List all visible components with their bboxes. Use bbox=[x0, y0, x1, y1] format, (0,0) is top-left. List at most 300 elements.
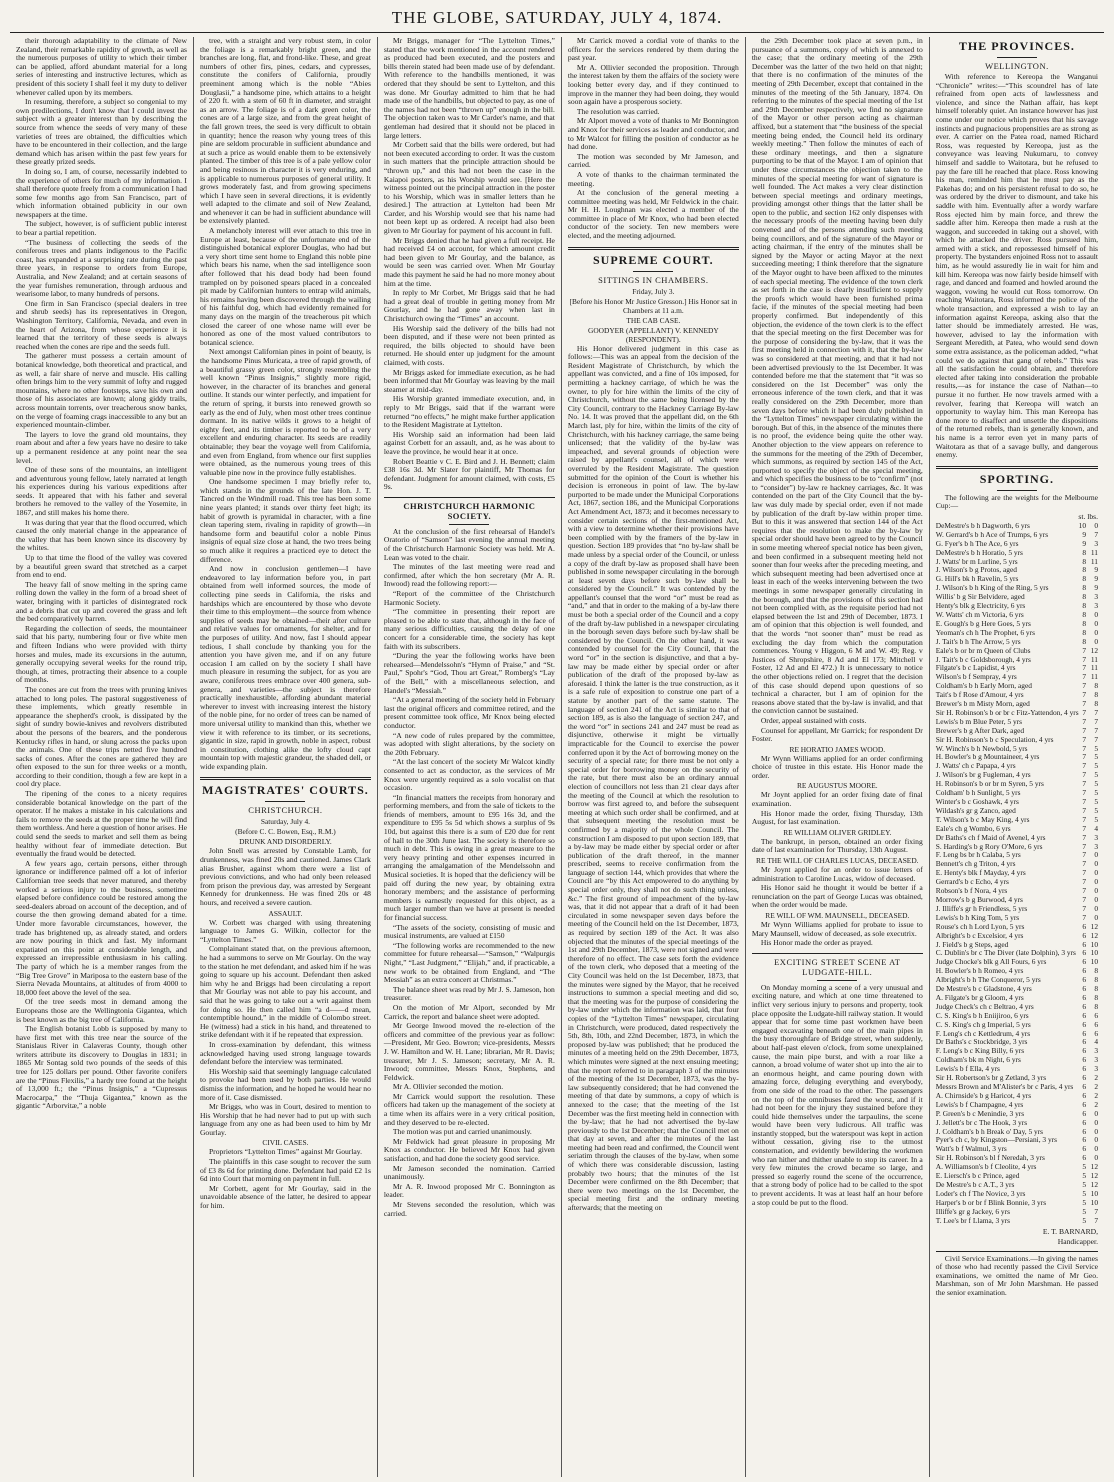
paragraph: “The committee in presenting their report are pleased to be able to state that, although in the face of many serious difficulties, causing the delay of one concert for a considerable time, the society has kept faith with its subscribers. bbox=[383, 607, 555, 651]
weight-pounds: 8 bbox=[1094, 699, 1099, 709]
paragraph: Mr Jameson seconded the nomination. Carried unanimously. bbox=[383, 1163, 555, 1182]
paragraph: His Worship said an information had been laid against Corbett for an assault, and, as he was about to leave the province, he would hear it at once. bbox=[383, 429, 555, 456]
case-title: RE WILL OF WM. MAUNSELL, DECEASED. bbox=[765, 911, 910, 920]
section-divider bbox=[568, 247, 739, 250]
weight-pounds: 9 bbox=[1094, 583, 1099, 593]
horse-name: Sir H. Robertson's br g Zetland, 3 yrs bbox=[935, 1073, 1047, 1083]
weight-stones: 6 bbox=[1082, 1108, 1087, 1118]
horse-name: Albright's b h The Conqueror, 5 yrs bbox=[935, 975, 1041, 985]
weight-stones: 7 bbox=[1082, 903, 1087, 913]
horse-name: C. S. King's ch g Imperial, 5 yrs bbox=[935, 1019, 1031, 1029]
horse-name: E. Liersch's b c Prince, aged bbox=[935, 1171, 1020, 1181]
paragraph: “The following works are recommended to the new committee for future rehearsal—“Samson,” “Walpurgis Night,” “Last Judgment,” “Elijah,” and, if practicable, a new work to be obtained from England, and “The Messiah” as an extra concert at Christmas.” bbox=[383, 940, 555, 985]
paragraph: The motion was seconded by Mr Jameson, and carried. bbox=[567, 151, 739, 170]
horse-name: Sir H. Robinson's b c Speculation, 4 yrs bbox=[935, 734, 1054, 744]
weight-pounds: 4 bbox=[1094, 1037, 1099, 1047]
weight-stones: 7 bbox=[1082, 797, 1087, 806]
paragraph: The minutes of the last meeting were read and confirmed, after which the hon secretary (Mr A. R. Inwood) read the following report:— bbox=[383, 562, 555, 589]
paragraph: tree, with a straight and very robust stem, in color the foliage is a remarkably bright green, and the branches are long, flat, and frond-like. These, and great numbers of other firs, pines, cedars, and cypresses, constitute the conifers of California, proudly preeminent among which is the noble “Abies Douglasii,” a handsome pine, which attains to a height of 220 ft. with a stem of 60 ft in diameter, and straight as an arrow. The foliage is of a dark green color, the cones are of a large size, and from the great height of the fall grown trees, the seed is very difficult to obtain in quantity; hence the reason why young trees of this pine are seldom procurable in sufficient abundance and at such a price as would enable them to be extensively planted. The timber of this tree is of a pale yellow color and being resinous in character it is very enduring, and is applicable to numerous purposes of general utility. It grows moderately fast, and from growing specimens which I have seen in several directions, it is evidently well adapted to the climate and soil of New Zealand, and whenever it can be had in sufficient abundance will be extensively planted. bbox=[199, 36, 371, 226]
paragraph: The plaintiffs in this case sought to recover the sum of £3 8s 6d for printing done. Defendant had paid £2 1s 6d into Court that morning on payment in full. bbox=[199, 1157, 371, 1184]
paragraph: At the conclusion of the first rehearsal of Handel's Oratorio of “Samson” last evening the annual meeting of the Christchurch Harmonic Society was held. Mr A. Lean was voted to the chair. bbox=[383, 526, 555, 562]
weight-stones: 7 bbox=[1082, 894, 1087, 904]
paragraph: Up to that time the flood of the valley was covered by a beautiful green sward that stretched as a carpet from end to end. bbox=[16, 553, 187, 580]
wellington-heading: WELLINGTON. bbox=[985, 61, 1049, 71]
case-title: RE WILLIAM OLIVER GRIDLEY. bbox=[783, 827, 892, 837]
paragraph: Mr Briggs asked for immediate execution, as he had been informed that Mr Gourlay was leaving by the mail steamer at mid-day. bbox=[383, 367, 555, 394]
paragraph: Next amongst Californian pines in point of beauty, is the handsome Pinus Muricata, a tree of rapid growth, of a beautiful grassy green color, strongly resembling the well known “Pinus Insignis,” slightly more rigid, however, in the character of its branches and general outline. It stands our winter perfectly, and impatient for the return of spring, it bursts into renewed growth so early as the end of July, when most other trees continue dormant. In its native wilds it grows to a height of eighty feet, and its timber is reported to be of a very excellent and enduring character. Its seeds are readily obtainable; they bear the voyage well from California, and even from England, from whence our first supplies were obtained, as the numerous young trees of this valuable pine now in the province fully establishes. bbox=[199, 347, 371, 477]
column-2 bbox=[194, 37, 378, 1477]
weight-stones: 6 bbox=[1082, 1064, 1087, 1074]
section-divider bbox=[752, 953, 923, 954]
horse-name: G. Fyer's b h The Ace, 6 yrs bbox=[935, 538, 1019, 548]
section-divider bbox=[936, 466, 1098, 469]
weight-stones: 7 bbox=[1082, 841, 1087, 851]
paragraph: Mr Wynn Williams applied for probate to issue to Mary Maunsell, widow of deceased, as sole executrix. bbox=[751, 920, 923, 938]
weight-stones: 7 bbox=[1082, 725, 1087, 735]
weight-stones: 8 bbox=[1082, 609, 1087, 619]
weight-pounds: 7 bbox=[1094, 716, 1099, 726]
horse-name: Wildash's gr g Zanco, aged bbox=[935, 805, 1016, 815]
weight-pounds: 12 bbox=[1090, 930, 1099, 940]
horse-name: Filgate's b c Lapidist, 4 yrs bbox=[935, 663, 1016, 673]
horse-name: Watt's b f Walmul, 3 yrs bbox=[935, 1144, 1007, 1154]
weight-pounds: 10 bbox=[1090, 957, 1099, 967]
paragraph: The heavy fall of snow melting in the spring came rolling down the valley in the form of a broad sheet of water, bringing with it particles of disintegrated rock and a debris that cut up and covered the grass and left the bed comparatively barren. bbox=[16, 579, 187, 624]
weight-stones: 6 bbox=[1082, 992, 1087, 1002]
horse-name: Coldham' b h Sunlight, 5 yrs bbox=[935, 788, 1021, 798]
horse-name: Winter's b c Goshawk, 4 yrs bbox=[935, 797, 1019, 806]
horse-name: J. Wilson's b g Protos, aged bbox=[935, 565, 1017, 575]
weight-pounds: 5 bbox=[1094, 752, 1099, 762]
paragraph: The gatherer must possess a certain amount of botanical knowledge, both theoretical and practical, and as well, a fair share of nerve and muscle. His calling often brings him to the very summit of lofty and rugged mountains, where no other footsteps, save his own and those of his associates are known; along giddy trails, across mountain torrents, over treacherous snow banks, on the verge of foaming crags inaccessible to any but an experienced mountain-climber. bbox=[16, 351, 187, 430]
weight-pounds: 11 bbox=[1090, 663, 1099, 673]
horse-name: Robson's b f Nora, 4 yrs bbox=[935, 886, 1008, 896]
magistrates-heading: MAGISTRATES' COURTS. bbox=[202, 783, 369, 798]
weight-pounds: 3 bbox=[1094, 832, 1099, 842]
weight-pounds: 9 bbox=[1094, 574, 1099, 584]
weight-stones: 5 bbox=[1082, 1171, 1087, 1181]
ludgate-heading: EXCITING STREET SCENE AT LUDGATE-HILL. bbox=[774, 956, 901, 977]
weight-pounds: 0 bbox=[1094, 520, 1099, 530]
weight-stones: 9 bbox=[1082, 538, 1087, 548]
weight-pounds: 3 bbox=[1094, 1064, 1099, 1074]
weight-pounds: 5 bbox=[1094, 814, 1099, 824]
supreme-court-heading: SUPREME COURT. bbox=[592, 252, 714, 267]
subheading: CIVIL CASES. bbox=[262, 1138, 309, 1148]
date-line: Friday, July 3. bbox=[632, 286, 675, 296]
weight-stones: 6 bbox=[1082, 1153, 1087, 1163]
weight-stones: 5 bbox=[1082, 1197, 1087, 1207]
horse-name: H. Robinson's b or br m Syren, 5 yrs bbox=[935, 779, 1044, 789]
horse-name: J. Field's b g Steps, aged bbox=[935, 939, 1009, 949]
weight-pounds: 5 bbox=[1094, 805, 1099, 815]
horse-name: E. Gough's b g Here Goes, 5 yrs bbox=[935, 618, 1031, 628]
paragraph: Mr Carrick would support the resolution. These officers had taken up the management of the society at a time when its affairs were in a very critical position, and they deserved to be re-elected. bbox=[383, 1091, 555, 1127]
horse-name: Lewis's b f Champagne, 4 yrs bbox=[935, 1099, 1024, 1109]
weight-pounds: 0 bbox=[1094, 627, 1099, 637]
weight-pounds: 0 bbox=[1094, 636, 1099, 646]
weight-pounds: 0 bbox=[1094, 850, 1099, 860]
paragraph: The motion was put and carried unanimously. bbox=[392, 1127, 532, 1137]
subheading: DRUNK AND DISORDERLY. bbox=[239, 837, 332, 847]
paragraph: Mr Carrick moved a cordial vote of thanks to the officers for the services rendered by them during the past year. bbox=[567, 36, 739, 63]
horse-name: C. Dublin's br c The Diver (late Dolphin), 3 yrs bbox=[935, 948, 1076, 958]
weight-stones: 7 bbox=[1082, 707, 1087, 717]
paragraph: His Honor made the order as prayed. bbox=[760, 938, 873, 948]
weight-stones: 6 bbox=[1082, 966, 1087, 976]
paragraph: His Worship granted immediate execution, and, in reply to Mr Briggs, said that if the warrant were returned “no effects,” he might make further application to the Resident Magistrate at Lyttelton. bbox=[383, 394, 555, 430]
weight-pounds: 7 bbox=[1094, 529, 1099, 539]
paragraph: The ripening of the cones to a nicety requires considerable botanical knowledge on the part of the operator. If he makes a mistake in his calculations and fails to remove the seeds at the proper time he will find them worthless. And here a question of honor arises. He could send the seeds to market and sell them as being healthy without fear of immediate detection. But eventually the fraud would be detected. bbox=[16, 789, 187, 859]
paragraph: His Honor made the order, fixing Thursday, 13th August, for last examination. bbox=[751, 808, 923, 827]
weight-stones: 5 bbox=[1082, 1215, 1087, 1225]
horse-name: DeMestre's b h Dagworth, 6 yrs bbox=[935, 520, 1030, 530]
horse-name: Harper's b or br f Blink Bonnie, 3 yrs bbox=[935, 1197, 1047, 1207]
paragraph: “In financial matters the receipts from honorary and performing members, and from the sale of tickets to the friends of members, amount to £95 16s 3d, and the expenditure to £95 5s 5d which shows a surplus of 9s 10d, but against this there is a sum of £20 due for rent of hall to the 30th June last. The society is therefore so much in debt. This is owing in a great measure to the very heavy printing and other expenses incurred in arranging the amalgamation of the Mendelssohn and Musical societies. It is hoped that the deficiency will be paid off during the new year, by obtaining extra honorary members; and the assistance of performing members is earnestly requested for this object, as a much larger number than we have at present is needed for financial success. bbox=[383, 792, 555, 922]
weight-pounds: 0 bbox=[1094, 1108, 1099, 1118]
horse-name: C. S. King's b h Eniijiroo, 6 yrs bbox=[935, 1010, 1029, 1020]
weight-pounds: 8 bbox=[1094, 975, 1099, 985]
paragraph: Counsel for appellant, Mr Garrick; for respondent Dr Foster. bbox=[751, 725, 923, 744]
weight-stones: 7 bbox=[1082, 850, 1087, 860]
horse-name: Dr Baths's c Stockbridge, 3 yrs bbox=[935, 1037, 1028, 1047]
paragraph: With reference to Kereopa the Wanganui “Chronicle” writes:—“This scoundrel has of late refrained from open acts of lawlessness and violence, and since the Nathan affair, has kept himself tolerably quiet. An instance however has just come under our notice which proves that his savage instincts and pugnacious propensities are as strong as ever. A carrier on the Patea road, named Richard Ross, was requested by Kereopa, just as the conveyance was leaving Nukumaru, to convey himself and saddle to Waitotara, but he refused to pay the fare till he reached that place. Ross knowing his man, reminded him that he must pay as the Pakehas do; and on his persistent refusal to do so, he was ordered by the driver to dismount, and take his saddle with him. Eventually after a wordy warfare Ross ejected him by main force, and threw the saddle after him. Kereopa then made a rush at the waggon, and succeeded in taking out a shovel, with which he attacked the driver. Ross pursued him, armed with a stick, and repossessed himself of his property. The bystanders enjoined Ross not to assault him, as he would assuredly lie in wait for him and kill him. Kereopa was now fairly beside himself with rage, and danced and foamed and howled around the waggon, vowing he would cut Ross tomorrow. On reaching Waitotara, Ross informed the police of the whole transaction, and expressed a wish to lay an information against Kereopa, asking also that the latter should be immediately arrested. He was, however, advised to lay the information with Sergeant Meredith, at Patea, who would send down some extra assistance, as the policeman added, “what could we do against that gang of rebels.” This was all the satisfaction he could obtain, and therefore elected after taking into consideration the probable results,—as for instance the case of Nathan—to pursue it no further. He now travels armed with a revolver, fearing that Kereopa will watch an opportunity to waylay him. This man Kereopa has done more to disaffect and unsettle the dispositions of the returned rebels, than is generally known, and his name is a terror even yet in many parts of Waitotara as that of a savage bully, and dangerous enemy. bbox=[935, 72, 1099, 460]
section-divider bbox=[200, 777, 371, 780]
weight-stones: 7 bbox=[1082, 690, 1087, 700]
horse-name: H. Bowler's b g Mountaineer, 4 yrs bbox=[935, 752, 1040, 762]
paragraph: A vote of thanks to the chairman terminated the meeting. bbox=[567, 169, 739, 188]
weight-stones: 7 bbox=[1082, 699, 1087, 709]
weight-pounds: 11 bbox=[1090, 654, 1099, 664]
weight-pounds: 0 bbox=[1094, 1117, 1099, 1127]
horse-name: J. Watts' br m Lurline, 5 yrs bbox=[935, 556, 1018, 566]
horse-name: P. Green's b c Menindie, 3 yrs bbox=[935, 1108, 1025, 1118]
weight-pounds: 11 bbox=[1090, 556, 1099, 566]
horse-name: F. Leng's ch c Kettledrum, 4 yrs bbox=[935, 1028, 1031, 1038]
weight-pounds: 3 bbox=[1094, 841, 1099, 851]
paragraph: “At the last concert of the society Mr Walcot kindly consented to act as conductor, as the services of Mr Knox were urgently required as a solo vocalist on that occasion. bbox=[383, 757, 555, 793]
weight-stones: 5 bbox=[1082, 1188, 1087, 1198]
paragraph: Mr A. R. Inwood proposed Mr C. Bonnington as leader. bbox=[383, 1181, 555, 1200]
weight-stones: 8 bbox=[1082, 618, 1087, 628]
weight-stones: 6 bbox=[1082, 1135, 1087, 1145]
weight-pounds: 10 bbox=[1090, 948, 1099, 958]
case-title: RE THE WILL OF CHARLES LUCAS, DECEASED. bbox=[756, 856, 919, 866]
weight-pounds: 0 bbox=[1094, 894, 1099, 904]
col1-text bbox=[16, 37, 187, 1111]
weight-pounds: 3 bbox=[1094, 1055, 1099, 1065]
horse-name: Eale's ch g Wombo, 6 yrs bbox=[935, 823, 1011, 833]
paragraph: “At a general meeting of the society held in February last the original officers and committee retired, and the present committee took office, Mr Knox being elected conductor. bbox=[383, 695, 555, 730]
weight-pounds: 2 bbox=[1094, 1099, 1099, 1109]
paragraph: Mr Joynt applied for an order fixing date of final examination. bbox=[751, 790, 923, 809]
paragraph: In resuming, therefore, a subject so congenial to my own predilections, I don't know that I could invest the subject with a greater interest than by describing the source from whence the seeds of very many of these varieties of trees are obtained, the difficulties which have to be encountered in their collection, and the large demand which has arisen within the past few years for these greatly prized seeds. bbox=[16, 97, 187, 167]
handicapper-signature: E. T. BARNARD, bbox=[1042, 1226, 1099, 1236]
horse-name: Lewis's b f Ella, 4 yrs bbox=[935, 1064, 1000, 1074]
weight-stones: 7 bbox=[1082, 805, 1087, 815]
divider bbox=[265, 801, 305, 802]
horse-name: J. Wilson's br g Fugleman, 4 yrs bbox=[935, 770, 1031, 780]
weight-stones: 6 bbox=[1082, 1090, 1087, 1100]
paragraph: Mr Feldwick had great pleasure in proposing Mr Knox as conductor. He believed Mr Knox had given satisfaction, and had done the society good service. bbox=[383, 1136, 555, 1164]
weight-stones: 6 bbox=[1082, 1099, 1087, 1109]
section-divider bbox=[936, 1251, 1098, 1252]
masthead: THE GLOBE, SATURDAY, JULY 4, 1874. bbox=[10, 8, 1104, 33]
weight-stones: 7 bbox=[1082, 877, 1087, 887]
weight-pounds: 5 bbox=[1094, 779, 1099, 789]
weight-pounds: 0 bbox=[1094, 609, 1099, 619]
weight-stones: 6 bbox=[1082, 1117, 1087, 1127]
horse-name: E. Henty's blk f Mayday, 4 yrs bbox=[935, 868, 1026, 878]
weight-pounds: 8 bbox=[1094, 681, 1099, 691]
horse-name: J. Wilson's b h King of the Ring, 5 yrs bbox=[935, 583, 1049, 593]
weight-pounds: 11 bbox=[1090, 672, 1099, 682]
harmonic-society-heading: CHRISTCHURCH HARMONIC SOCIETY. bbox=[403, 500, 536, 521]
horse-name: J. Tait's b c Goldsborough, 4 yrs bbox=[935, 654, 1031, 664]
paragraph: W. Corbett was charged with using threatening language to James G. Wilkin, collector for the “Lyttelton Times.” bbox=[199, 917, 371, 944]
horse-name: Willis' b g Sir Belvidere, aged bbox=[935, 592, 1025, 602]
subheading: ASSAULT. bbox=[268, 908, 303, 918]
weight-pounds: 0 bbox=[1094, 1144, 1099, 1154]
paragraph: Robert Beattie v C. E. Bird and J. H. Bennett; claim £38 16s 3d. Mr Slater for plaintiff, Mr Thomas for defendant. Judgment for amount claimed, with costs, £5 9s. bbox=[383, 456, 555, 492]
paragraph: It was during that year that the flood occurred, which caused the only material change in the appearance of the valley that has been known since its discovery by the whites. bbox=[16, 517, 187, 553]
horse-name: Dr Baths's ch f Maid of Avenel, 4 yrs bbox=[935, 832, 1046, 842]
horse-name: Gerrard's b c Echo, 4 yrs bbox=[935, 877, 1009, 887]
horse-name: F. Leng bs br h Calaba, 5 yrs bbox=[935, 850, 1021, 860]
weight-stones: 6 bbox=[1082, 1010, 1087, 1020]
weight-pounds: 9 bbox=[1094, 565, 1099, 575]
paragraph: The bankrupt, in person, obtained an order fixing date of last examination for Thursday, 13th August. bbox=[751, 836, 923, 855]
horse-name: Pyer's ch c, by Kingston—Persiani, 3 yrs bbox=[935, 1135, 1057, 1145]
paragraph: The layers to love the grand old mountains, they roam about and after a few years have no desire to take up a permanent residence at any point near the sea level. bbox=[16, 429, 187, 465]
weight-pounds: 4 bbox=[1094, 823, 1099, 833]
weight-stones: 6 bbox=[1082, 1073, 1087, 1083]
sporting-heading: SPORTING. bbox=[979, 471, 1055, 486]
weight-stones: 8 bbox=[1082, 574, 1087, 584]
horse-name: Loder's ch f The Novice, 3 yrs bbox=[935, 1188, 1026, 1198]
column-5 bbox=[746, 37, 930, 1477]
paragraph: The resolution was carried. bbox=[576, 106, 660, 116]
horse-name: Coldham's b h Early Morn, aged bbox=[935, 681, 1032, 691]
weight-stones: 7 bbox=[1082, 654, 1087, 664]
paragraph: The balance sheet was read by Mr J. S. Jameson, hon treasurer. bbox=[383, 984, 555, 1003]
paragraph: The subject, however, is of sufficient public interest to bear a partial repetition. bbox=[16, 219, 187, 238]
horse-name: Brewer's b g After Dark, aged bbox=[935, 725, 1025, 735]
weights-table bbox=[936, 522, 1098, 1226]
weight-pounds: 12 bbox=[1090, 1162, 1099, 1172]
horse-name: Lewis's b h King Tom, 5 yrs bbox=[935, 912, 1020, 922]
horse-name: Eale's b or br m Queen of Clubs bbox=[935, 645, 1031, 655]
before-line: (Before C. C. Bowen, Esq., R.M.) bbox=[235, 827, 336, 837]
weight-stones: 6 bbox=[1082, 948, 1087, 958]
weight-pounds: 8 bbox=[1094, 992, 1099, 1002]
paragraph: “The assets of the society, consisting of music and musical instruments, are valued at £150 bbox=[383, 922, 555, 941]
weight-stones: 7 bbox=[1082, 716, 1087, 726]
weight-stones: 8 bbox=[1082, 636, 1087, 646]
provinces-heading: THE PROVINCES. bbox=[958, 39, 1075, 53]
paragraph: Mr Joynt applied for an order to issue letters of administration to Caroline Lucas, widow of deceased. bbox=[751, 865, 923, 883]
horse-name: A. Chirnside's b g Haricot, 4 yrs bbox=[935, 1090, 1032, 1100]
weight-stones: 7 bbox=[1082, 770, 1087, 780]
weight-stones: 7 bbox=[1082, 681, 1087, 691]
horse-name: W. Winch's b h Newbold, 5 yrs bbox=[935, 743, 1028, 753]
weight-pounds: 0 bbox=[1094, 1126, 1099, 1136]
weight-stones: 7 bbox=[1082, 886, 1087, 896]
weight-pounds: 12 bbox=[1090, 921, 1099, 931]
date-line: Saturday, July 4. bbox=[260, 817, 311, 827]
paragraph: Mr Corbett, agent for Mr Gourlay, said in the unavoidable absence of the latter, he desired to appear for him. bbox=[199, 1183, 371, 1211]
weight-pounds: 8 bbox=[1094, 984, 1099, 994]
horse-name: Messrs Brown and M'Alister's br c Paris, 4 yrs bbox=[935, 1082, 1074, 1091]
weight-stones: 6 bbox=[1082, 957, 1087, 967]
weight-stones: 7 bbox=[1082, 743, 1087, 753]
column-3 bbox=[378, 37, 562, 1477]
horse-name: F. Leng's b c King Billy, 6 yrs bbox=[935, 1046, 1025, 1056]
paragraph: Mr Briggs, who was in Court, desired to mention to His Worship that he had never had to put up with such language from any one as had been used to him by Mr Gourlay. bbox=[199, 1102, 371, 1137]
paragraph: the 29th December took place at seven p.m., in pursuance of a summons, copy of which is annexed to the case; that the ordinary meeting of the 29th December was the latter of the two held on that night; that there is no confirmation of the minutes of the meeting of 29th December, except that contained in the minutes of the meeting of the 5th January, 1874. On referring to the minutes of the special meeting of the 1st and 29th December respectively, we find no signature of the Mayor or other person acting as chairman affixed, but a statement that “the business of the special meeting being ended, the Council held its ordinary weekly meeting.” Then follow the minutes of each of these ordinary meetings, and then a signature purporting to be that of the Mayor. I am of opinion that under these circumstances the objection taken to the minutes of the special meeting for want of signature is well founded. The Act makes a very clear distinction between special meetings and ordinary meetings, providing amongst other things that the latter shall be open to the public, and section 162 only dispenses with the necessary proofs of the meeting having been duly convened and of the persons attending such meeting being councillors, and of the signature of the Mayor or acting chairman, if the entry of the minutes shall be signed by the Mayor or acting Mayor at the next succeeding meeting; I think therefore that the signature of the Mayor ought to have been affixed to the minutes of each special meeting. The evidence of the town clerk as set forth in the case is clearly insufficient to supply the proofs which would have been furnished prima facie, if the minutes of the special meeting had been properly confirmed. But independently of this objection, the evidence of the town clerk is to the effect that the special meeting on the first December was for the purpose of considering the by-law, that it was the first meeting held in connection with it, that the by-law was so considered at that meeting, and that it had not been advertised previously to the 1st December. It was contended before me that the statement that “it was so considered on the 1st December” was only the erroneous inference of the town clerk, and that it was really considered on the 29th December, more than seven days before which it had been duly published in the “Lyttelton Times” newspaper circulating within the borough. But of this, in the absence of the minutes there is no proof, the evidence being quite the other way. Another objection to the view appears on reference to the summons for the meeting of the 29th of December, which summons, as required by section 145 of the Act, purported to specify the object of the special meeting, and which specifies the business to be to “confirm” (not to “consider”) by-law re hackney carriages, &c. It was contended on the part of the City Council that the by-law was duly made by special order, even if not made by publication of the draft by-law within proper time. But to this it was answered that section 144 of the Act requires that the resolution to make the by-law by special order should have been agreed to by the Council in some meeting whereof special notice has been given, and been confirmed in a subsequent meeting held not sooner than four weeks after the preceding meeting, and which subsequent meeting had been advertised once at least in each of the weeks intervening between the two meetings in some newspaper generally circulating in the borough, and that the provisions of this section had not been complied with, as the requisite period had not elapsed between the 1st and 29th of December, 1873. I am of opinion that this objection is well founded, and that the words “not sooner than” must be read as excluding the day from which the computation commences. Young v Higgon, 6 M and W. 49; Reg. v Justices of Shropshire, 8 Ad and El 173; Mitchell v Foster, 12 Ad and El 472.) It is unnecessary to notice the other objections relied on. I regret that the decision of this case should depend upon questions of so technical a character, but I am of opinion for the reasons above stated that the by-law is invalid, and that the conviction cannot be sustained. bbox=[751, 36, 923, 716]
horse-name: De Mestre's b c A.T., 3 yrs bbox=[935, 1179, 1015, 1189]
divider bbox=[997, 490, 1037, 491]
weight-stones: 7 bbox=[1082, 823, 1087, 833]
horse-name: A. Filgate's br g Gloom, 4 yrs bbox=[935, 992, 1024, 1002]
weight-stones: 8 bbox=[1082, 627, 1087, 637]
paragraph: One of these sons of the mountains, an intelligent and adventurous young fellow, lately narrated at length his experiences during his various expeditions after seeds. It appeared that with his father and several brothers he removed to the valley of the Yosemite, in 1867, and still makes his home there. bbox=[16, 465, 187, 518]
paragraph: Mr Briggs denied that he had given a full receipt. He had received £4 on account, for which amount credit had been given to Mr Gourlay, and the balance, as would be seen was carried over. When Mr Gourlay made this payment he said he had no more money about him at the time. bbox=[383, 235, 555, 288]
weight-pounds: 2 bbox=[1094, 1090, 1099, 1100]
weight-stones: 6 bbox=[1082, 1028, 1087, 1038]
divider bbox=[633, 271, 673, 272]
weight-stones: 7 bbox=[1082, 859, 1087, 869]
before-line: [Before his Honor Mr Justice Gresson.] His Honor sat in Chambers at 11 a.m. bbox=[569, 296, 738, 315]
weight-pounds: 0 bbox=[1094, 1135, 1099, 1145]
column-6 bbox=[930, 37, 1104, 1477]
horse-name: Bennett's ch g Triton, 4 yrs bbox=[935, 859, 1016, 869]
weight-stones: 6 bbox=[1082, 1082, 1087, 1091]
horse-name: Judge Chocke's blk g All Fours, 6 yrs bbox=[935, 957, 1047, 967]
weight-pounds: 5 bbox=[1094, 797, 1099, 806]
paragraph: On the motion of Mr Alport, seconded by Mr Carrick, the report and balance sheet were adopted. bbox=[383, 1002, 555, 1021]
weight-pounds: 10 bbox=[1090, 1188, 1099, 1198]
weight-pounds: 5 bbox=[1094, 743, 1099, 753]
paragraph: Mr Stevens seconded the resolution, which was carried. bbox=[383, 1200, 555, 1218]
weight-pounds: 0 bbox=[1094, 868, 1099, 878]
weight-pounds: 7 bbox=[1094, 1215, 1099, 1225]
horse-name: Morrow's b g Burwood, 4 yrs bbox=[935, 894, 1023, 904]
horse-name: S. Harding's b g Rory O'More, 6 yrs bbox=[935, 841, 1043, 851]
weight-pounds: 8 bbox=[1094, 1001, 1099, 1011]
horse-weight bbox=[1079, 1217, 1098, 1226]
paragraph: His Worship said the delivery of the bills had not been disputed, and if these were not been printed as required, the bills objected to should have been returned. He should enter up judgment for the amount claimed, with costs. bbox=[383, 323, 555, 367]
paragraph: Mr Wynn Williams applied for an order confirming choice of trustee in this estate. His Honor made the order. bbox=[751, 753, 923, 780]
weight-stones: 7 bbox=[1082, 645, 1087, 655]
horse-name: J. Tait's b h The Arrow, 5 yrs bbox=[935, 636, 1021, 646]
weight-pounds: 5 bbox=[1094, 788, 1099, 798]
column-4 bbox=[562, 37, 746, 1477]
horse-name: J. Watts' ch c Papapa, 4 yrs bbox=[935, 761, 1016, 771]
paragraph: Mr A. Ollivier seconded the proposition. Through the interest taken by them the affairs of the society were looking better every day, and if they continued to improve in the manner they had been doing, they would soon again have a prosperous society. bbox=[567, 62, 739, 107]
paragraph: The English botanist Lobb is supposed by many to have first met with this tree near the source of the Stanislaus River in Calaveras County, though other writers attribute its discovery to Douglas in 1831; in 1865 Mr Sontag sold two pounds of the seeds of this tree for 125 dollars per pound. Other favorite conifers are the “Pinus Flexilis,” a hardy tree found at the height of 13,000 ft.; the “Pinus Insignis,” a “Cupressus Macrocarpa,” the “Thuja Gigantea,” known as the gigantic “Arborvitæ,” a noble bbox=[16, 1024, 187, 1111]
weight-stones: 6 bbox=[1082, 975, 1087, 985]
weight-pounds: 0 bbox=[1094, 1153, 1099, 1163]
weight-pounds: 2 bbox=[1094, 1073, 1099, 1083]
paragraph: Of the tree seeds most in demand among the Europeans those are the Wellingtonia Gigantea, which is best known as the big tree of California. bbox=[16, 997, 187, 1024]
weight-pounds: 6 bbox=[1094, 1010, 1099, 1020]
horse-name: DeMestre's b h Horatio, 5 yrs bbox=[935, 547, 1023, 557]
paragraph: At the conclusion of the general meeting a committee meeting was held, Mr Feldwick in the chair. Mr H. H. Loughnan was elected a member of the committee in place of Mr Knox, who had been elected conductor of the society. Ten new members were elected, and the meeting adjourned. bbox=[567, 188, 739, 241]
weight-pounds: 5 bbox=[1094, 761, 1099, 771]
weight-stones: 8 bbox=[1082, 583, 1087, 593]
horse-name: Rouse's ch h Lord Lyon, 5 yrs bbox=[935, 921, 1025, 931]
weight-pounds: 0 bbox=[1094, 903, 1099, 913]
handicapper-role: Handicapper. bbox=[1057, 1236, 1099, 1246]
weight-pounds: 2 bbox=[1094, 1082, 1099, 1091]
horse-name: Wilson's b f Sempray, 4 yrs bbox=[935, 672, 1017, 682]
divider bbox=[997, 57, 1037, 58]
weight-pounds: 10 bbox=[1090, 939, 1099, 949]
weight-stones: 6 bbox=[1082, 930, 1087, 940]
paragraph: “The business of collecting the seeds of the coniferous trees and plants indigenous to the Pacific coast, has expanded at a surprising rate during the past three years, in response to orders from Europe, Australia, and New Zealand; and at certain seasons of the year furnishes remuneration, through arduous and wearisome labor, to many hundreds of persons. bbox=[16, 237, 187, 299]
weight-pounds: 8 bbox=[1094, 690, 1099, 700]
paragraph: “During the year the following works have been rehearsed—Mendelssohn's “Hymn of Praise,” and “St. Paul,” Spohr's “God, Thou art Great,” Romberg's “Lay of the Bell,” with a miscellaneous selection, and Handel's “Messiah.” bbox=[383, 651, 555, 695]
weight-pounds: 3 bbox=[1094, 1046, 1099, 1056]
weight-stones: 7 bbox=[1082, 912, 1087, 922]
weight-stones: 6 bbox=[1082, 984, 1087, 994]
weight-stones: 7 bbox=[1082, 788, 1087, 798]
paragraph: “A new code of rules prepared by the committee, was adopted with slight alterations, by the society on the 20th February. bbox=[383, 730, 555, 757]
weight-pounds: 6 bbox=[1094, 1028, 1099, 1038]
paragraph: In reply to Mr Corbet, Mr Briggs said that he had had a great deal of trouble in getting money from Mr Gourlay, and he had gone away when last in Christchurch owing the “Times” an account. bbox=[383, 288, 555, 323]
weight-pounds: 3 bbox=[1094, 592, 1099, 602]
paragraph: One firm in San Francisco (special dealers in tree and shrub seeds) has its representatives in Oregon, Washington Territory, California, Nevada, and even in the heart of Arizona, from whose experience it is learned that the territory of these seeds is always reached when the cones are ripe and the seeds full. bbox=[16, 298, 187, 351]
weight-stones: 9 bbox=[1082, 529, 1087, 539]
paragraph: “Report of the committee of the Christchurch Harmonic Society. bbox=[383, 589, 555, 607]
paragraph: His Honor said he thought it would be better if a renunciation on the part of George Lucas was obtained, when the order would be made. bbox=[751, 883, 923, 910]
weights-table-body bbox=[936, 522, 1098, 1226]
horse-name: Tait's b f Rose d'Amour, 4 yrs bbox=[935, 690, 1024, 700]
weight-pounds: 10 bbox=[1090, 1197, 1099, 1207]
paragraph: Order, appeal sustained with costs. bbox=[760, 715, 867, 725]
paragraph: John Snell was arrested by Constable Lamb, for drunkenness, was fined 20s and cautioned. James Clark alias Brusher, against whom there were a list of previous convictions, and who had only been released from prison the previous day, was arrested by Sergeant Kennedy for drunkenness. He was fined 20s or 48 hours, and received a severe caution. bbox=[199, 846, 371, 908]
case-parties: GOODYER (APPELLANT) V. KENNEDY (RESPONDENT). bbox=[587, 325, 719, 344]
paragraph: Mr A. Ollivier seconded the motion. bbox=[392, 1082, 504, 1092]
horse-name: J. Coldham's b h Break o' Day, 5 yrs bbox=[935, 1126, 1044, 1136]
case-title: THE CAB CASE. bbox=[626, 315, 681, 325]
weight-stones: 6 bbox=[1082, 939, 1087, 949]
horse-name: Sir H. Robinson's bl f Neredah, 3 yrs bbox=[935, 1153, 1045, 1163]
weight-stones: 6 bbox=[1082, 1144, 1087, 1154]
paragraph: Mr Alport moved a vote of thanks to Mr Bonnington and Knox for their services as leader and conductor, and to Mr Walcot for filling the position of conductor as he had done. bbox=[567, 116, 739, 152]
paragraph: Civil Service Examinations.—In giving the names of those who had recently passed the Civil Service examinations, we omitted the name of Mr Geo. Marshman, son of Mr John Marshman. He passed the senior examination. bbox=[935, 1253, 1099, 1297]
weight-stones: 7 bbox=[1082, 832, 1087, 842]
horse-name: J. Jellett's br c The Hook, 3 yrs bbox=[935, 1117, 1028, 1127]
weight-pounds: 12 bbox=[1090, 1171, 1099, 1181]
weight-pounds: 7 bbox=[1094, 1206, 1099, 1216]
weight-pounds: 5 bbox=[1094, 770, 1099, 780]
sittings-heading: SITTINGS IN CHAMBERS. bbox=[598, 274, 709, 285]
paragraph: The cones are cut from the trees with pruning knives attached to long poles. The pastoral suggestiveness of these implements, which greatly resemble in appearance the shepherd's crook, is dissipated by the sight of sundry bowie-knives and revolvers distributed about the persons of the bearers, and the ponderous Kentucky rifles in hand, or slung across the packs upon the animals. One of these trips netted five hundred sacks of cones. After the cones are gathered they are often exposed to the sun for three weeks or a month, according to their condition, though a few are kept in a cool dry place. bbox=[16, 684, 187, 789]
weight-stones: 7 bbox=[1082, 868, 1087, 878]
paragraph: His Worship said that seemingly language calculated to provoke had been used by both parties. He would dismiss the information, and he hoped he would hear no more of it. Case dismissed. bbox=[199, 1066, 371, 1102]
weight-pounds: 7 bbox=[1094, 725, 1099, 735]
horse-name: Albright's b c Excelsior, 4 yrs bbox=[935, 930, 1024, 940]
paragraph: their thorough adaptability to the climate of New Zealand, their remarkable rapidity of growth, as well as the numerous purposes of utility to which their timber can be applied, afford abundant material for a long series of interesting and instructive lectures, which as president of this society I shall feel it my duty to deliver whenever called upon by its members. bbox=[16, 36, 187, 97]
weight-pounds: 8 bbox=[1094, 966, 1099, 976]
weight-pounds: 3 bbox=[1094, 538, 1099, 548]
place-heading: CHRISTCHURCH. bbox=[248, 805, 323, 816]
paragraph: Mr Corbett said that the bills were ordered, but had not been executed according to order. It was the custom in such matters that the principle attraction should be “thrown up,” and this had not been the case in the Kaiapoi posters, as his Worship would see. [Here the witness pointed out the principal attraction in the poster to his Worship, which was in smaller letters than he desired.] The attraction at Lyttelton had been Mr Carder, and his Worship would see that his name had not been kept up as ordered. A receipt had also been given to Mr Gourlay for payment of his account in full. bbox=[383, 140, 555, 236]
columns bbox=[10, 37, 1104, 1477]
weight-pounds: 3 bbox=[1094, 601, 1099, 611]
